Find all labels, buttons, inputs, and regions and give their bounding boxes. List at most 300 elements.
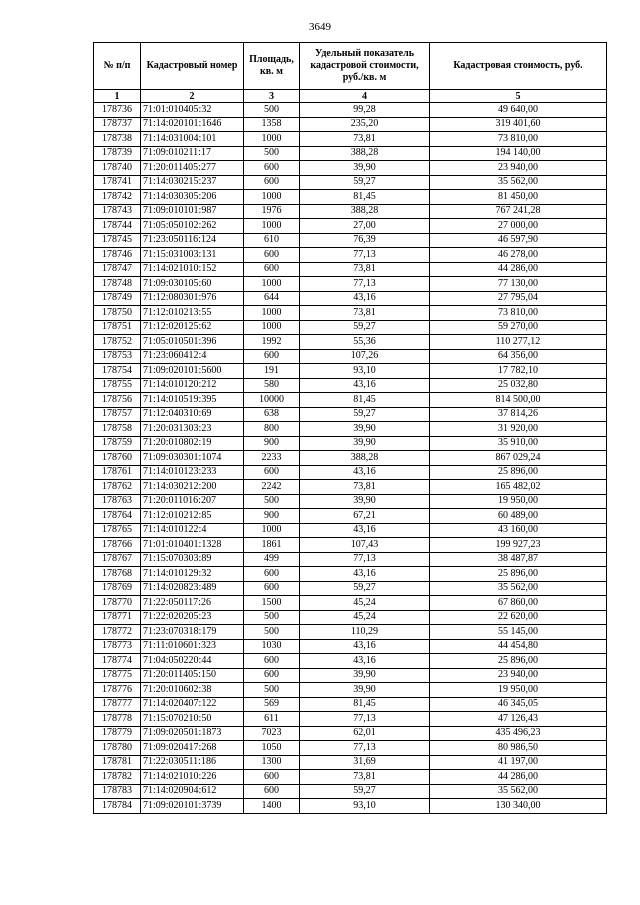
cadastral-value-cell: 814 500,00 (430, 393, 607, 408)
area-cell: 600 (244, 161, 300, 176)
cadastral-number-cell: 71:14:020407:122 (141, 697, 244, 712)
row-number-cell: 178783 (94, 784, 141, 799)
area-cell: 600 (244, 465, 300, 480)
table-row (94, 335, 607, 350)
specific-value-cell: 76,39 (300, 233, 430, 248)
table-row (94, 668, 607, 683)
header-row-number: № п/п (94, 43, 141, 90)
table-row (94, 509, 607, 524)
specific-value-cell: 43,16 (300, 639, 430, 654)
cadastral-value-cell: 47 126,43 (430, 712, 607, 727)
area-cell: 1976 (244, 204, 300, 219)
cadastral-value-cell: 41 197,00 (430, 755, 607, 770)
row-number-cell: 178737 (94, 117, 141, 132)
cadastral-number-cell: 71:12:010212:85 (141, 509, 244, 524)
area-cell: 1992 (244, 335, 300, 350)
area-cell: 569 (244, 697, 300, 712)
area-cell: 499 (244, 552, 300, 567)
row-number-cell: 178756 (94, 393, 141, 408)
cadastral-number-cell: 71:14:020904:612 (141, 784, 244, 799)
cadastral-number-cell: 71:09:020101:3739 (141, 799, 244, 814)
area-cell: 1000 (244, 320, 300, 335)
specific-value-cell: 27,00 (300, 219, 430, 234)
table-row (94, 770, 607, 785)
table-row (94, 654, 607, 669)
table-row (94, 291, 607, 306)
row-number-cell: 178741 (94, 175, 141, 190)
cadastral-value-cell: 435 496,23 (430, 726, 607, 741)
area-cell: 500 (244, 146, 300, 161)
row-number-cell: 178757 (94, 407, 141, 422)
specific-value-cell: 31,69 (300, 755, 430, 770)
cadastral-number-cell: 71:09:030301:1074 (141, 451, 244, 466)
row-number-cell: 178752 (94, 335, 141, 350)
cadastral-number-cell: 71:14:020101:1646 (141, 117, 244, 132)
cadastral-number-cell: 71:22:050117:26 (141, 596, 244, 611)
cadastral-number-cell: 71:14:010120:212 (141, 378, 244, 393)
cadastral-value-cell: 27 000,00 (430, 219, 607, 234)
cadastral-value-cell: 44 286,00 (430, 262, 607, 277)
cadastral-value-cell: 165 482,02 (430, 480, 607, 495)
area-cell: 580 (244, 378, 300, 393)
cadastral-number-cell: 71:20:031303:23 (141, 422, 244, 437)
row-number-cell: 178747 (94, 262, 141, 277)
specific-value-cell: 107,26 (300, 349, 430, 364)
area-cell: 600 (244, 668, 300, 683)
specific-value-cell: 110,29 (300, 625, 430, 640)
specific-value-cell: 81,45 (300, 393, 430, 408)
row-number-cell: 178746 (94, 248, 141, 263)
area-cell: 1000 (244, 523, 300, 538)
table-row (94, 799, 607, 814)
cadastral-number-cell: 71:22:030511:186 (141, 755, 244, 770)
cadastral-value-cell: 27 795,04 (430, 291, 607, 306)
specific-value-cell: 81,45 (300, 190, 430, 205)
cadastral-value-cell: 35 562,00 (430, 784, 607, 799)
row-number-cell: 178764 (94, 509, 141, 524)
column-number: 3 (244, 90, 300, 103)
cadastral-number-cell: 71:23:050116:124 (141, 233, 244, 248)
cadastral-value-cell: 25 896,00 (430, 654, 607, 669)
cadastral-value-cell: 59 270,00 (430, 320, 607, 335)
cadastral-number-cell: 71:14:030215:237 (141, 175, 244, 190)
specific-value-cell: 39,90 (300, 494, 430, 509)
area-cell: 1030 (244, 639, 300, 654)
area-cell: 600 (244, 784, 300, 799)
cadastral-number-cell: 71:09:020101:5600 (141, 364, 244, 379)
table-row (94, 103, 607, 118)
area-cell: 500 (244, 103, 300, 118)
table-row (94, 393, 607, 408)
table-row (94, 364, 607, 379)
row-number-cell: 178749 (94, 291, 141, 306)
row-number-cell: 178773 (94, 639, 141, 654)
cadastral-number-cell: 71:09:020501:1873 (141, 726, 244, 741)
specific-value-cell: 388,28 (300, 204, 430, 219)
table-row (94, 567, 607, 582)
row-number-cell: 178745 (94, 233, 141, 248)
specific-value-cell: 59,27 (300, 175, 430, 190)
area-cell: 600 (244, 581, 300, 596)
specific-value-cell: 39,90 (300, 683, 430, 698)
row-number-cell: 178738 (94, 132, 141, 147)
cadastral-value-cell: 17 782,10 (430, 364, 607, 379)
cadastral-value-cell: 867 029,24 (430, 451, 607, 466)
cadastral-value-cell: 767 241,28 (430, 204, 607, 219)
table-row (94, 712, 607, 727)
cadastral-number-cell: 71:11:010601:323 (141, 639, 244, 654)
row-number-cell: 178743 (94, 204, 141, 219)
cadastral-number-cell: 71:15:070303:89 (141, 552, 244, 567)
cadastral-number-cell: 71:12:010213:55 (141, 306, 244, 321)
specific-value-cell: 45,24 (300, 596, 430, 611)
row-number-cell: 178761 (94, 465, 141, 480)
specific-value-cell: 39,90 (300, 161, 430, 176)
specific-value-cell: 43,16 (300, 567, 430, 582)
table-row (94, 436, 607, 451)
row-number-cell: 178780 (94, 741, 141, 756)
area-cell: 2242 (244, 480, 300, 495)
cadastral-value-cell: 319 401,60 (430, 117, 607, 132)
area-cell: 600 (244, 248, 300, 263)
specific-value-cell: 107,43 (300, 538, 430, 553)
specific-value-cell: 77,13 (300, 712, 430, 727)
cadastral-number-cell: 71:22:020205:23 (141, 610, 244, 625)
cadastral-number-cell: 71:14:010123:233 (141, 465, 244, 480)
specific-value-cell: 59,27 (300, 407, 430, 422)
cadastral-value-cell: 25 896,00 (430, 465, 607, 480)
row-number-cell: 178751 (94, 320, 141, 335)
cadastral-value-cell: 64 356,00 (430, 349, 607, 364)
cadastral-value-cell: 130 340,00 (430, 799, 607, 814)
specific-value-cell: 77,13 (300, 741, 430, 756)
specific-value-cell: 43,16 (300, 523, 430, 538)
row-number-cell: 178744 (94, 219, 141, 234)
cadastral-value-cell: 31 920,00 (430, 422, 607, 437)
specific-value-cell: 77,13 (300, 277, 430, 292)
specific-value-cell: 39,90 (300, 422, 430, 437)
table-row (94, 755, 607, 770)
row-number-cell: 178781 (94, 755, 141, 770)
cadastral-value-cell: 46 345,05 (430, 697, 607, 712)
specific-value-cell: 77,13 (300, 248, 430, 263)
cadastral-number-cell: 71:23:060412:4 (141, 349, 244, 364)
area-cell: 2233 (244, 451, 300, 466)
column-number: 4 (300, 90, 430, 103)
cadastral-value-cell: 81 450,00 (430, 190, 607, 205)
page-number: 3649 (309, 21, 331, 33)
table-row (94, 204, 607, 219)
table-row (94, 190, 607, 205)
cadastral-value-cell: 46 278,00 (430, 248, 607, 263)
row-number-cell: 178782 (94, 770, 141, 785)
row-number-cell: 178742 (94, 190, 141, 205)
area-cell: 1000 (244, 190, 300, 205)
cadastral-number-cell: 71:12:040310:69 (141, 407, 244, 422)
cadastral-number-cell: 71:14:021010:152 (141, 262, 244, 277)
area-cell: 1861 (244, 538, 300, 553)
table-row (94, 161, 607, 176)
cadastral-number-cell: 71:05:050102:262 (141, 219, 244, 234)
area-cell: 1050 (244, 741, 300, 756)
column-number: 1 (94, 90, 141, 103)
cadastral-number-cell: 71:20:011016:207 (141, 494, 244, 509)
table-row (94, 465, 607, 480)
cadastral-value-cell: 199 927,23 (430, 538, 607, 553)
cadastral-value-cell: 37 814,26 (430, 407, 607, 422)
area-cell: 1500 (244, 596, 300, 611)
row-number-cell: 178769 (94, 581, 141, 596)
cadastral-value-cell: 23 940,00 (430, 668, 607, 683)
table-row (94, 494, 607, 509)
area-cell: 600 (244, 349, 300, 364)
table-row (94, 146, 607, 161)
cadastral-number-cell: 71:23:070318:179 (141, 625, 244, 640)
specific-value-cell: 45,24 (300, 610, 430, 625)
area-cell: 10000 (244, 393, 300, 408)
cadastral-number-cell: 71:14:031004:101 (141, 132, 244, 147)
area-cell: 600 (244, 567, 300, 582)
row-number-cell: 178755 (94, 378, 141, 393)
table-row (94, 625, 607, 640)
row-number-cell: 178750 (94, 306, 141, 321)
table-row (94, 784, 607, 799)
cadastral-value-table (93, 42, 607, 814)
cadastral-number-cell: 71:20:011405:150 (141, 668, 244, 683)
column-number: 5 (430, 90, 607, 103)
specific-value-cell: 73,81 (300, 262, 430, 277)
cadastral-number-cell: 71:14:020823:489 (141, 581, 244, 596)
specific-value-cell: 73,81 (300, 306, 430, 321)
cadastral-number-cell: 71:09:030105:60 (141, 277, 244, 292)
cadastral-number-cell: 71:14:010122:4 (141, 523, 244, 538)
header-cadastral-value: Кадастровая стоимость, руб. (430, 43, 607, 90)
row-number-cell: 178774 (94, 654, 141, 669)
cadastral-value-cell: 25 896,00 (430, 567, 607, 582)
specific-value-cell: 55,36 (300, 335, 430, 350)
table-row (94, 233, 607, 248)
table-row (94, 248, 607, 263)
specific-value-cell: 39,90 (300, 668, 430, 683)
cadastral-number-cell: 71:15:070210:50 (141, 712, 244, 727)
row-number-cell: 178759 (94, 436, 141, 451)
specific-value-cell: 73,81 (300, 132, 430, 147)
area-cell: 600 (244, 175, 300, 190)
area-cell: 800 (244, 422, 300, 437)
specific-value-cell: 43,16 (300, 291, 430, 306)
table-row (94, 523, 607, 538)
cadastral-value-cell: 73 810,00 (430, 306, 607, 321)
area-cell: 611 (244, 712, 300, 727)
area-cell: 500 (244, 494, 300, 509)
row-number-cell: 178753 (94, 349, 141, 364)
row-number-cell: 178776 (94, 683, 141, 698)
area-cell: 600 (244, 262, 300, 277)
area-cell: 600 (244, 770, 300, 785)
cadastral-value-cell: 23 940,00 (430, 161, 607, 176)
row-number-cell: 178754 (94, 364, 141, 379)
area-cell: 600 (244, 654, 300, 669)
cadastral-value-cell: 110 277,12 (430, 335, 607, 350)
specific-value-cell: 73,81 (300, 480, 430, 495)
row-number-cell: 178748 (94, 277, 141, 292)
cadastral-number-cell: 71:09:010101:987 (141, 204, 244, 219)
row-number-cell: 178739 (94, 146, 141, 161)
row-number-cell: 178784 (94, 799, 141, 814)
area-cell: 1400 (244, 799, 300, 814)
cadastral-value-cell: 49 640,00 (430, 103, 607, 118)
area-cell: 1300 (244, 755, 300, 770)
cadastral-value-cell: 35 910,00 (430, 436, 607, 451)
area-cell: 1000 (244, 277, 300, 292)
table-row (94, 378, 607, 393)
table-row (94, 741, 607, 756)
area-cell: 191 (244, 364, 300, 379)
row-number-cell: 178767 (94, 552, 141, 567)
cadastral-value-cell: 80 986,50 (430, 741, 607, 756)
specific-value-cell: 81,45 (300, 697, 430, 712)
cadastral-number-cell: 71:14:010519:395 (141, 393, 244, 408)
table-body (94, 103, 607, 814)
table-row (94, 262, 607, 277)
table-row (94, 581, 607, 596)
table-row (94, 306, 607, 321)
row-number-cell: 178771 (94, 610, 141, 625)
area-cell: 500 (244, 625, 300, 640)
cadastral-number-cell: 71:14:030305:206 (141, 190, 244, 205)
cadastral-value-cell: 55 145,00 (430, 625, 607, 640)
specific-value-cell: 93,10 (300, 364, 430, 379)
cadastral-value-cell: 67 860,00 (430, 596, 607, 611)
header-cadastral-number: Кадастровый номер (141, 43, 244, 90)
cadastral-value-cell: 44 286,00 (430, 770, 607, 785)
area-cell: 1358 (244, 117, 300, 132)
row-number-cell: 178772 (94, 625, 141, 640)
column-number: 2 (141, 90, 244, 103)
table-row (94, 349, 607, 364)
cadastral-value-cell: 73 810,00 (430, 132, 607, 147)
cadastral-value-cell: 194 140,00 (430, 146, 607, 161)
table-row (94, 726, 607, 741)
cadastral-number-cell: 71:09:010211:17 (141, 146, 244, 161)
cadastral-number-cell: 71:15:031003:131 (141, 248, 244, 263)
row-number-cell: 178778 (94, 712, 141, 727)
specific-value-cell: 99,28 (300, 103, 430, 118)
header-specific-value: Удельный показатель кадастровой стоимости, руб./кв. м (300, 43, 430, 90)
row-number-cell: 178740 (94, 161, 141, 176)
specific-value-cell: 388,28 (300, 146, 430, 161)
specific-value-cell: 43,16 (300, 465, 430, 480)
table-header-row (94, 43, 607, 90)
row-number-cell: 178736 (94, 103, 141, 118)
table-row (94, 683, 607, 698)
table-row (94, 422, 607, 437)
specific-value-cell: 43,16 (300, 654, 430, 669)
column-number-row (94, 90, 607, 103)
table-row (94, 175, 607, 190)
table-row (94, 451, 607, 466)
specific-value-cell: 43,16 (300, 378, 430, 393)
cadastral-number-cell: 71:14:030212:200 (141, 480, 244, 495)
table-row (94, 117, 607, 132)
area-cell: 900 (244, 436, 300, 451)
cadastral-value-cell: 44 454,80 (430, 639, 607, 654)
row-number-cell: 178765 (94, 523, 141, 538)
table-row (94, 538, 607, 553)
row-number-cell: 178766 (94, 538, 141, 553)
specific-value-cell: 59,27 (300, 581, 430, 596)
cadastral-number-cell: 71:01:010405:32 (141, 103, 244, 118)
cadastral-number-cell: 71:09:020417:268 (141, 741, 244, 756)
cadastral-value-cell: 19 950,00 (430, 683, 607, 698)
specific-value-cell: 59,27 (300, 784, 430, 799)
cadastral-value-cell: 43 160,00 (430, 523, 607, 538)
specific-value-cell: 77,13 (300, 552, 430, 567)
table-row (94, 697, 607, 712)
row-number-cell: 178758 (94, 422, 141, 437)
cadastral-value-cell: 35 562,00 (430, 175, 607, 190)
cadastral-number-cell: 71:20:011405:277 (141, 161, 244, 176)
cadastral-value-cell: 19 950,00 (430, 494, 607, 509)
specific-value-cell: 39,90 (300, 436, 430, 451)
header-area: Площадь, кв. м (244, 43, 300, 90)
cadastral-number-cell: 71:20:010602:38 (141, 683, 244, 698)
row-number-cell: 178775 (94, 668, 141, 683)
specific-value-cell: 62,01 (300, 726, 430, 741)
row-number-cell: 178770 (94, 596, 141, 611)
area-cell: 1000 (244, 132, 300, 147)
cadastral-number-cell: 71:14:010129:32 (141, 567, 244, 582)
area-cell: 610 (244, 233, 300, 248)
area-cell: 644 (244, 291, 300, 306)
table-row (94, 219, 607, 234)
specific-value-cell: 67,21 (300, 509, 430, 524)
table-row (94, 407, 607, 422)
cadastral-value-cell: 46 597,90 (430, 233, 607, 248)
table-row (94, 552, 607, 567)
area-cell: 900 (244, 509, 300, 524)
cadastral-value-cell: 38 487,87 (430, 552, 607, 567)
table-row (94, 610, 607, 625)
table-row (94, 596, 607, 611)
cadastral-number-cell: 71:14:021010:226 (141, 770, 244, 785)
cadastral-value-cell: 35 562,00 (430, 581, 607, 596)
area-cell: 500 (244, 683, 300, 698)
cadastral-value-cell: 25 032,80 (430, 378, 607, 393)
cadastral-number-cell: 71:12:020125:62 (141, 320, 244, 335)
cadastral-number-cell: 71:05:010501:396 (141, 335, 244, 350)
cadastral-number-cell: 71:20:010802:19 (141, 436, 244, 451)
cadastral-number-cell: 71:12:080301:976 (141, 291, 244, 306)
row-number-cell: 178777 (94, 697, 141, 712)
cadastral-value-cell: 60 489,00 (430, 509, 607, 524)
specific-value-cell: 235,20 (300, 117, 430, 132)
table-row (94, 639, 607, 654)
specific-value-cell: 388,28 (300, 451, 430, 466)
table-row (94, 320, 607, 335)
area-cell: 1000 (244, 219, 300, 234)
cadastral-number-cell: 71:01:010401:1328 (141, 538, 244, 553)
specific-value-cell: 93,10 (300, 799, 430, 814)
cadastral-value-cell: 22 620,00 (430, 610, 607, 625)
area-cell: 7023 (244, 726, 300, 741)
cadastral-value-cell: 77 130,00 (430, 277, 607, 292)
specific-value-cell: 73,81 (300, 770, 430, 785)
cadastral-number-cell: 71:04:050220:44 (141, 654, 244, 669)
specific-value-cell: 59,27 (300, 320, 430, 335)
table-row (94, 480, 607, 495)
row-number-cell: 178779 (94, 726, 141, 741)
